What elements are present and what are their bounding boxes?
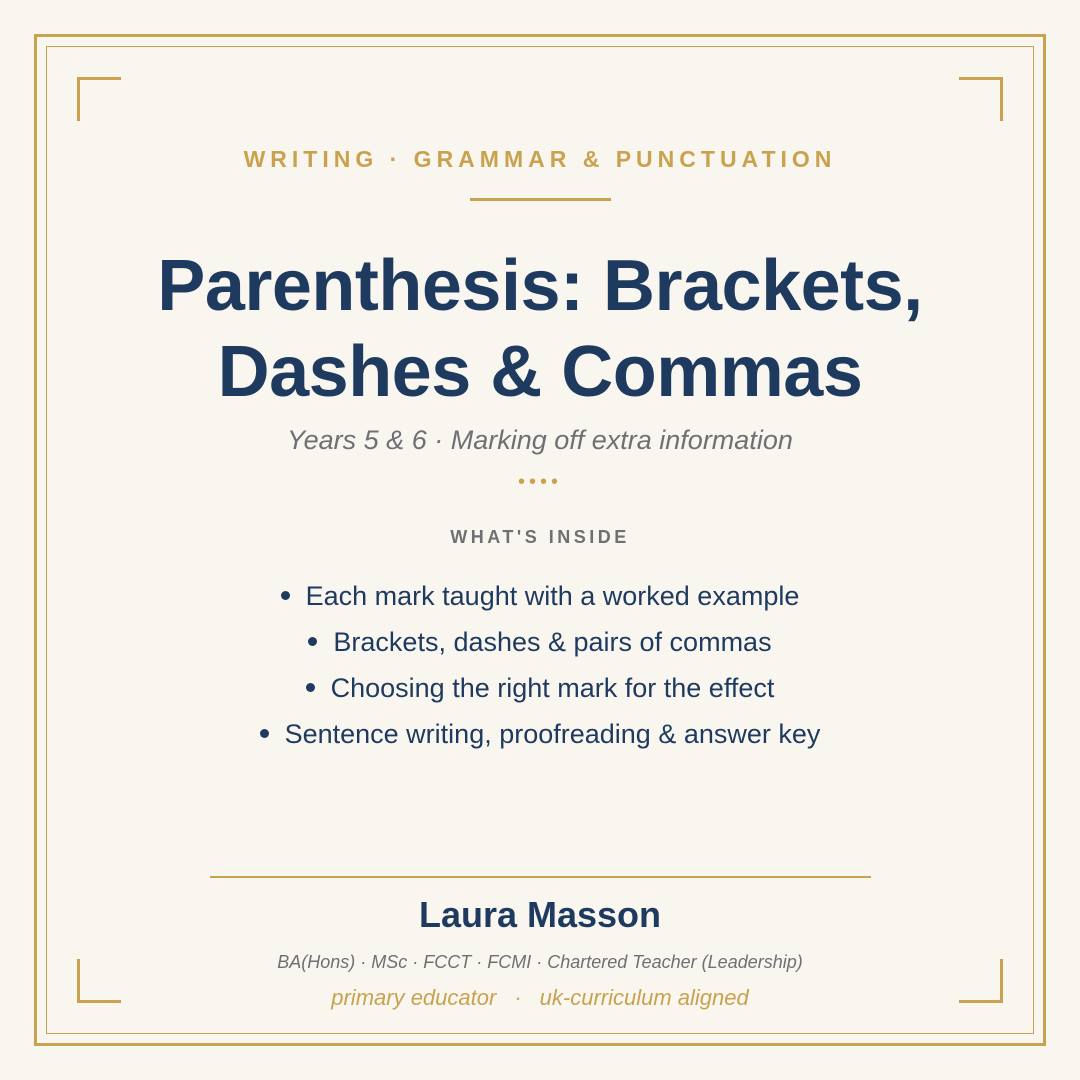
- list-item: [0, 619, 1080, 665]
- bullet-icon: [281, 591, 290, 600]
- corner-ornament-top-left: [77, 77, 121, 121]
- bullet-icon: [306, 683, 315, 692]
- author-credentials: BA(Hons) · MSc · FCCT · FCMI · Chartered Teacher (Leadership): [277, 952, 803, 972]
- bullet-icon: [308, 637, 317, 646]
- list-item: [0, 573, 1080, 619]
- feature-text: Each mark taught with a worked example: [305, 581, 800, 611]
- title-line-1: Parenthesis: Brackets,: [157, 246, 923, 326]
- author-divider: [210, 876, 871, 878]
- list-item: [0, 711, 1080, 757]
- author-tagline: [0, 985, 1080, 1011]
- list-item: [0, 665, 1080, 711]
- feature-text: Choosing the right mark for the effect: [330, 673, 775, 703]
- tagline-right: uk-curriculum aligned: [539, 985, 749, 1010]
- feature-text: Brackets, dashes & pairs of commas: [333, 627, 772, 657]
- page-title: [0, 243, 1080, 415]
- feature-text: Sentence writing, proofreading & answer key: [284, 719, 821, 749]
- dot-divider: ••••: [517, 471, 562, 493]
- tagline-separator: ·: [514, 985, 522, 1010]
- feature-list: [0, 573, 1080, 757]
- corner-ornament-top-right: [959, 77, 1003, 121]
- subtitle: Years 5 & 6 · Marking off extra information: [287, 425, 793, 455]
- title-line-2: Dashes & Commas: [217, 332, 863, 412]
- category-label: WRITING · GRAMMAR & PUNCTUATION: [243, 146, 837, 172]
- whats-inside-heading: WHAT'S INSIDE: [450, 527, 630, 547]
- author-name: Laura Masson: [418, 894, 662, 935]
- bullet-icon: [260, 729, 269, 738]
- category-divider: [470, 198, 611, 201]
- tagline-left: primary educator: [331, 985, 497, 1010]
